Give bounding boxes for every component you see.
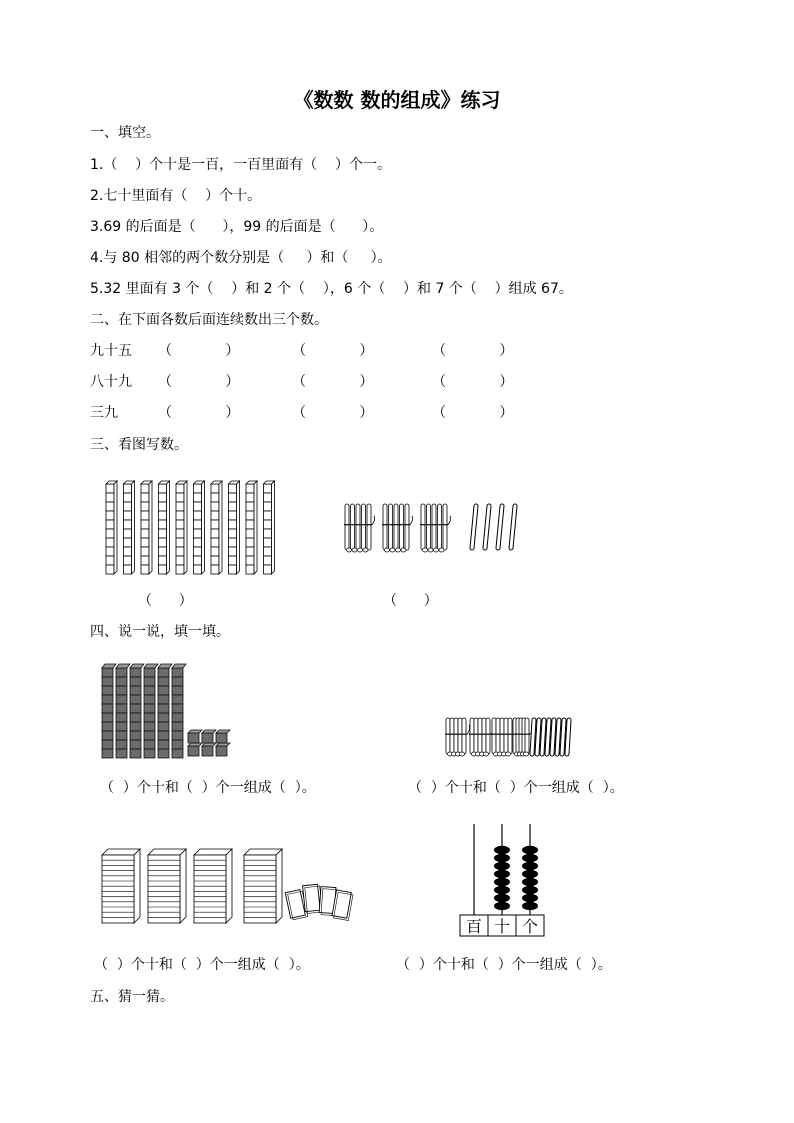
abacus-bead-tens bbox=[494, 870, 510, 878]
section-heading-fill: 一、填空。 bbox=[90, 125, 160, 141]
section-heading-count: 二、在下面各数后面连续数出三个数。 bbox=[90, 312, 328, 328]
abacus-bead-tens bbox=[494, 854, 510, 862]
unit-cube bbox=[202, 730, 216, 743]
tens-rod bbox=[144, 664, 158, 758]
paper-stacks-figure bbox=[100, 845, 360, 925]
tens-column bbox=[159, 481, 170, 574]
abacus-bead-ones bbox=[522, 862, 538, 870]
unit-cube bbox=[188, 743, 202, 756]
question-4: 4.与 80 相邻的两个数分别是（ ）和（ ）。 bbox=[90, 250, 392, 266]
tens-column bbox=[194, 481, 205, 574]
count-row-label: 九十五 bbox=[90, 343, 132, 359]
count-blank: （ ） bbox=[292, 374, 374, 390]
abacus-label-tens: 十 bbox=[493, 917, 511, 936]
unit-cube bbox=[188, 730, 202, 743]
abacus-bead-ones bbox=[522, 854, 538, 862]
abacus-bead-ones bbox=[522, 886, 538, 894]
compose-sentence: （ ）个十和（ ）个一组成（ ）。 bbox=[94, 957, 310, 973]
paper-stack bbox=[244, 849, 282, 923]
abacus-bead-ones bbox=[522, 846, 538, 854]
tens-column bbox=[264, 481, 275, 574]
ten-cube-columns-figure bbox=[100, 478, 290, 578]
count-row-label: 三九 bbox=[90, 405, 118, 421]
question-5: 5.32 里面有 3 个（ ）和 2 个（ ），6 个（ ）和 7 个（ ）组成 67。 bbox=[90, 281, 573, 297]
count-row-label: 八十九 bbox=[90, 374, 132, 390]
tens-column bbox=[246, 481, 257, 574]
tens-rod bbox=[158, 664, 172, 758]
tens-column bbox=[229, 481, 240, 574]
section-heading-guess: 五、猜一猜。 bbox=[90, 989, 174, 1005]
abacus-bead-tens bbox=[494, 846, 510, 854]
paper-stack bbox=[102, 849, 140, 923]
abacus-bead-tens bbox=[494, 902, 510, 910]
stick-bundles-figure bbox=[338, 496, 528, 558]
section-heading-picture: 三、看图写数。 bbox=[90, 437, 188, 453]
tens-rod bbox=[116, 664, 130, 758]
answer-blank: （ ） bbox=[138, 593, 193, 609]
tens-rod bbox=[102, 664, 116, 758]
abacus-bead-tens bbox=[494, 886, 510, 894]
count-blank: （ ） bbox=[158, 374, 240, 390]
count-blank: （ ） bbox=[432, 374, 514, 390]
tens-column bbox=[124, 481, 135, 574]
stick-bundle bbox=[445, 718, 470, 756]
abacus-bead-ones bbox=[522, 878, 538, 886]
unit-cube bbox=[216, 743, 230, 756]
stick-bundle bbox=[420, 504, 451, 552]
count-blank: （ ） bbox=[158, 405, 240, 421]
compose-sentence: （ ）个十和（ ）个一组成（ ）。 bbox=[396, 957, 612, 973]
stick-bundle bbox=[344, 504, 375, 552]
count-blank: （ ） bbox=[292, 343, 374, 359]
paper-stack bbox=[194, 849, 232, 923]
unit-cube bbox=[216, 730, 230, 743]
question-3: 3.69 的后面是（ ），99 的后面是（ ）。 bbox=[90, 219, 384, 235]
base-ten-rods-figure bbox=[100, 660, 240, 760]
stick-bundle bbox=[382, 504, 413, 552]
question-1: 1.（ ）个十是一百，一百里面有（ ）个一。 bbox=[90, 157, 391, 173]
count-blank: （ ） bbox=[432, 405, 514, 421]
abacus-bead-ones bbox=[522, 894, 538, 902]
abacus-label-hundreds: 百 bbox=[465, 917, 483, 936]
abacus-bead-tens bbox=[494, 862, 510, 870]
stick-bundle bbox=[469, 718, 494, 756]
abacus-figure bbox=[455, 818, 545, 940]
tens-rod bbox=[130, 664, 144, 758]
tens-column bbox=[176, 481, 187, 574]
page-title: 《数数 数的组成》练习 bbox=[293, 88, 501, 112]
count-blank: （ ） bbox=[432, 343, 514, 359]
stick-bundles-figure bbox=[444, 714, 574, 760]
stick-bundle bbox=[491, 718, 516, 756]
abacus-bead-ones bbox=[522, 902, 538, 910]
unit-cube bbox=[202, 743, 216, 756]
abacus-bead-ones bbox=[522, 870, 538, 878]
count-blank: （ ） bbox=[292, 405, 374, 421]
abacus-label-ones: 个 bbox=[521, 917, 539, 936]
abacus-bead-tens bbox=[494, 894, 510, 902]
stick-bundle bbox=[512, 718, 533, 756]
tens-column bbox=[106, 481, 117, 574]
compose-sentence: （ ）个十和（ ）个一组成（ ）。 bbox=[100, 780, 316, 796]
tens-rod bbox=[172, 664, 186, 758]
count-blank: （ ） bbox=[158, 343, 240, 359]
question-2: 2.七十里面有（ ）个十。 bbox=[90, 188, 262, 204]
section-heading-compose: 四、说一说，填一填。 bbox=[90, 624, 230, 640]
tens-column bbox=[211, 481, 222, 574]
answer-blank: （ ） bbox=[383, 593, 438, 609]
abacus-bead-tens bbox=[494, 878, 510, 886]
paper-stack bbox=[148, 849, 186, 923]
compose-sentence: （ ）个十和（ ）个一组成（ ）。 bbox=[408, 780, 624, 796]
tens-column bbox=[141, 481, 152, 574]
